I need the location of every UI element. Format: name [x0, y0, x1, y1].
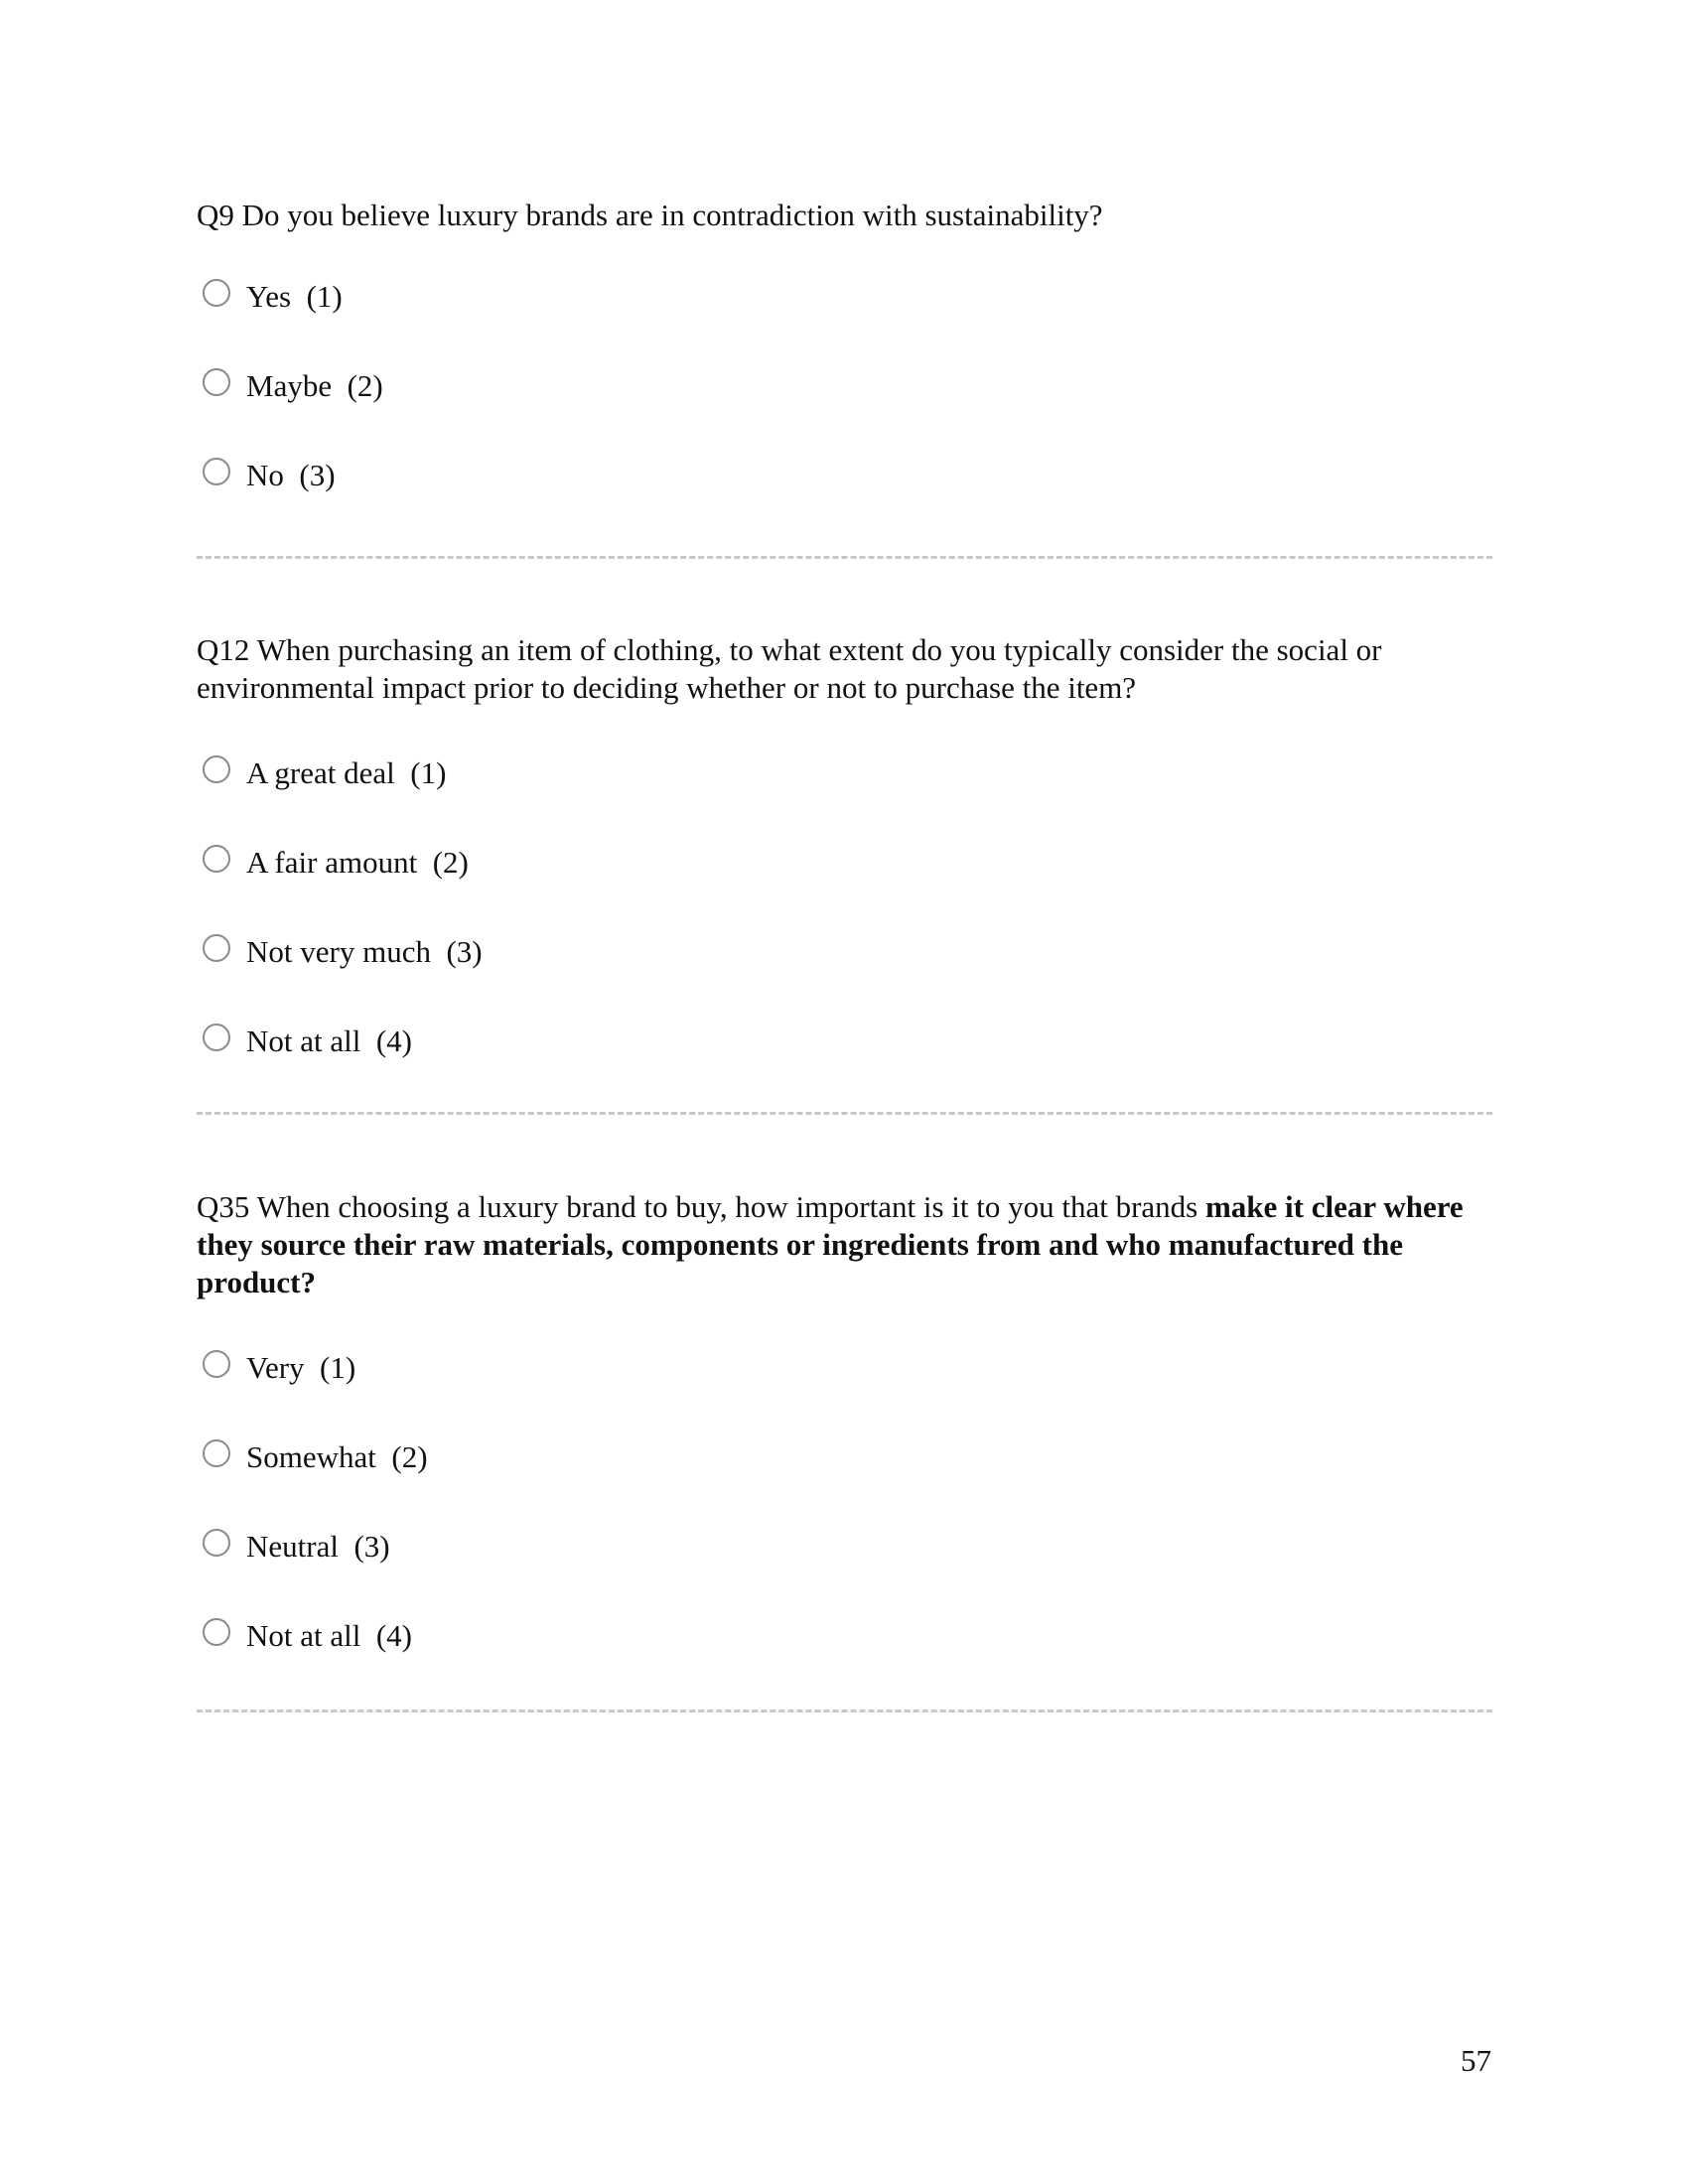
option-code: (2): [432, 845, 469, 880]
radio-button[interactable]: [203, 1024, 230, 1051]
option-code: (3): [299, 458, 336, 492]
option-code: (2): [347, 368, 383, 403]
option-code: (4): [375, 1024, 413, 1058]
option-label: Somewhat: [246, 1439, 376, 1474]
option-a-great-deal[interactable]: [197, 729, 1487, 818]
option-label: Not at all: [246, 1024, 361, 1058]
question-text: [197, 631, 1487, 707]
option-code: (1): [320, 1350, 356, 1385]
question-text-plain: Q12 When purchasing an item of clothing, to what extent do you typically consider the social or environmental impact prior to deciding whether or not to purchase the item?: [197, 632, 1382, 705]
radio-button[interactable]: [203, 845, 230, 873]
question-text: [197, 1188, 1487, 1301]
option-label: No: [246, 458, 284, 492]
option-not-at-all[interactable]: [197, 997, 1487, 1086]
option-label: Neutral: [246, 1529, 339, 1564]
radio-button[interactable]: [203, 279, 230, 307]
option-label: Not at all: [246, 1618, 361, 1653]
option-not-at-all[interactable]: [197, 1591, 1487, 1681]
option-label: A fair amount: [246, 845, 418, 880]
option-code: (1): [410, 755, 447, 790]
question-q12: [197, 631, 1487, 1086]
radio-button[interactable]: [203, 1439, 230, 1467]
option-yes[interactable]: [197, 252, 1487, 341]
option-no[interactable]: [197, 431, 1487, 520]
radio-button[interactable]: [203, 1529, 230, 1557]
option-list: [197, 252, 1487, 520]
radio-button[interactable]: [203, 458, 230, 485]
option-code: (2): [391, 1439, 428, 1474]
option-label: Not very much: [246, 934, 431, 969]
page-number: 57: [1461, 2043, 1491, 2078]
option-list: [197, 1323, 1487, 1681]
question-text-bold: make it clear where they source their raw materials, components or ingredients from and who manufactured the product?: [197, 1189, 1464, 1299]
option-label: A great deal: [246, 755, 395, 790]
option-maybe[interactable]: [197, 341, 1487, 431]
question-q9: [197, 197, 1487, 520]
question-text-plain: Q9 Do you believe luxury brands are in contradiction with sustainability?: [197, 198, 1103, 232]
option-list: [197, 729, 1487, 1086]
option-code: (3): [446, 934, 483, 969]
section-divider: [197, 1709, 1492, 1712]
radio-button[interactable]: [203, 368, 230, 396]
option-label: Maybe: [246, 368, 333, 403]
section-divider: [197, 556, 1492, 559]
option-a-fair-amount[interactable]: [197, 818, 1487, 907]
radio-button[interactable]: [203, 755, 230, 783]
option-code: (1): [306, 279, 343, 314]
question-text-plain: Q35 When choosing a luxury brand to buy, how important is it to you that brands: [197, 1189, 1205, 1224]
section-divider: [197, 1112, 1492, 1115]
option-label: Yes: [246, 279, 292, 314]
option-label: Very: [246, 1350, 305, 1385]
option-code: (3): [353, 1529, 390, 1564]
radio-button[interactable]: [203, 1350, 230, 1378]
option-very[interactable]: [197, 1323, 1487, 1413]
radio-button[interactable]: [203, 1618, 230, 1646]
option-somewhat[interactable]: [197, 1413, 1487, 1502]
question-text: [197, 197, 1487, 234]
option-neutral[interactable]: [197, 1502, 1487, 1591]
question-q35: [197, 1188, 1487, 1681]
option-code: (4): [375, 1618, 413, 1653]
option-not-very-much[interactable]: [197, 907, 1487, 997]
radio-button[interactable]: [203, 934, 230, 962]
